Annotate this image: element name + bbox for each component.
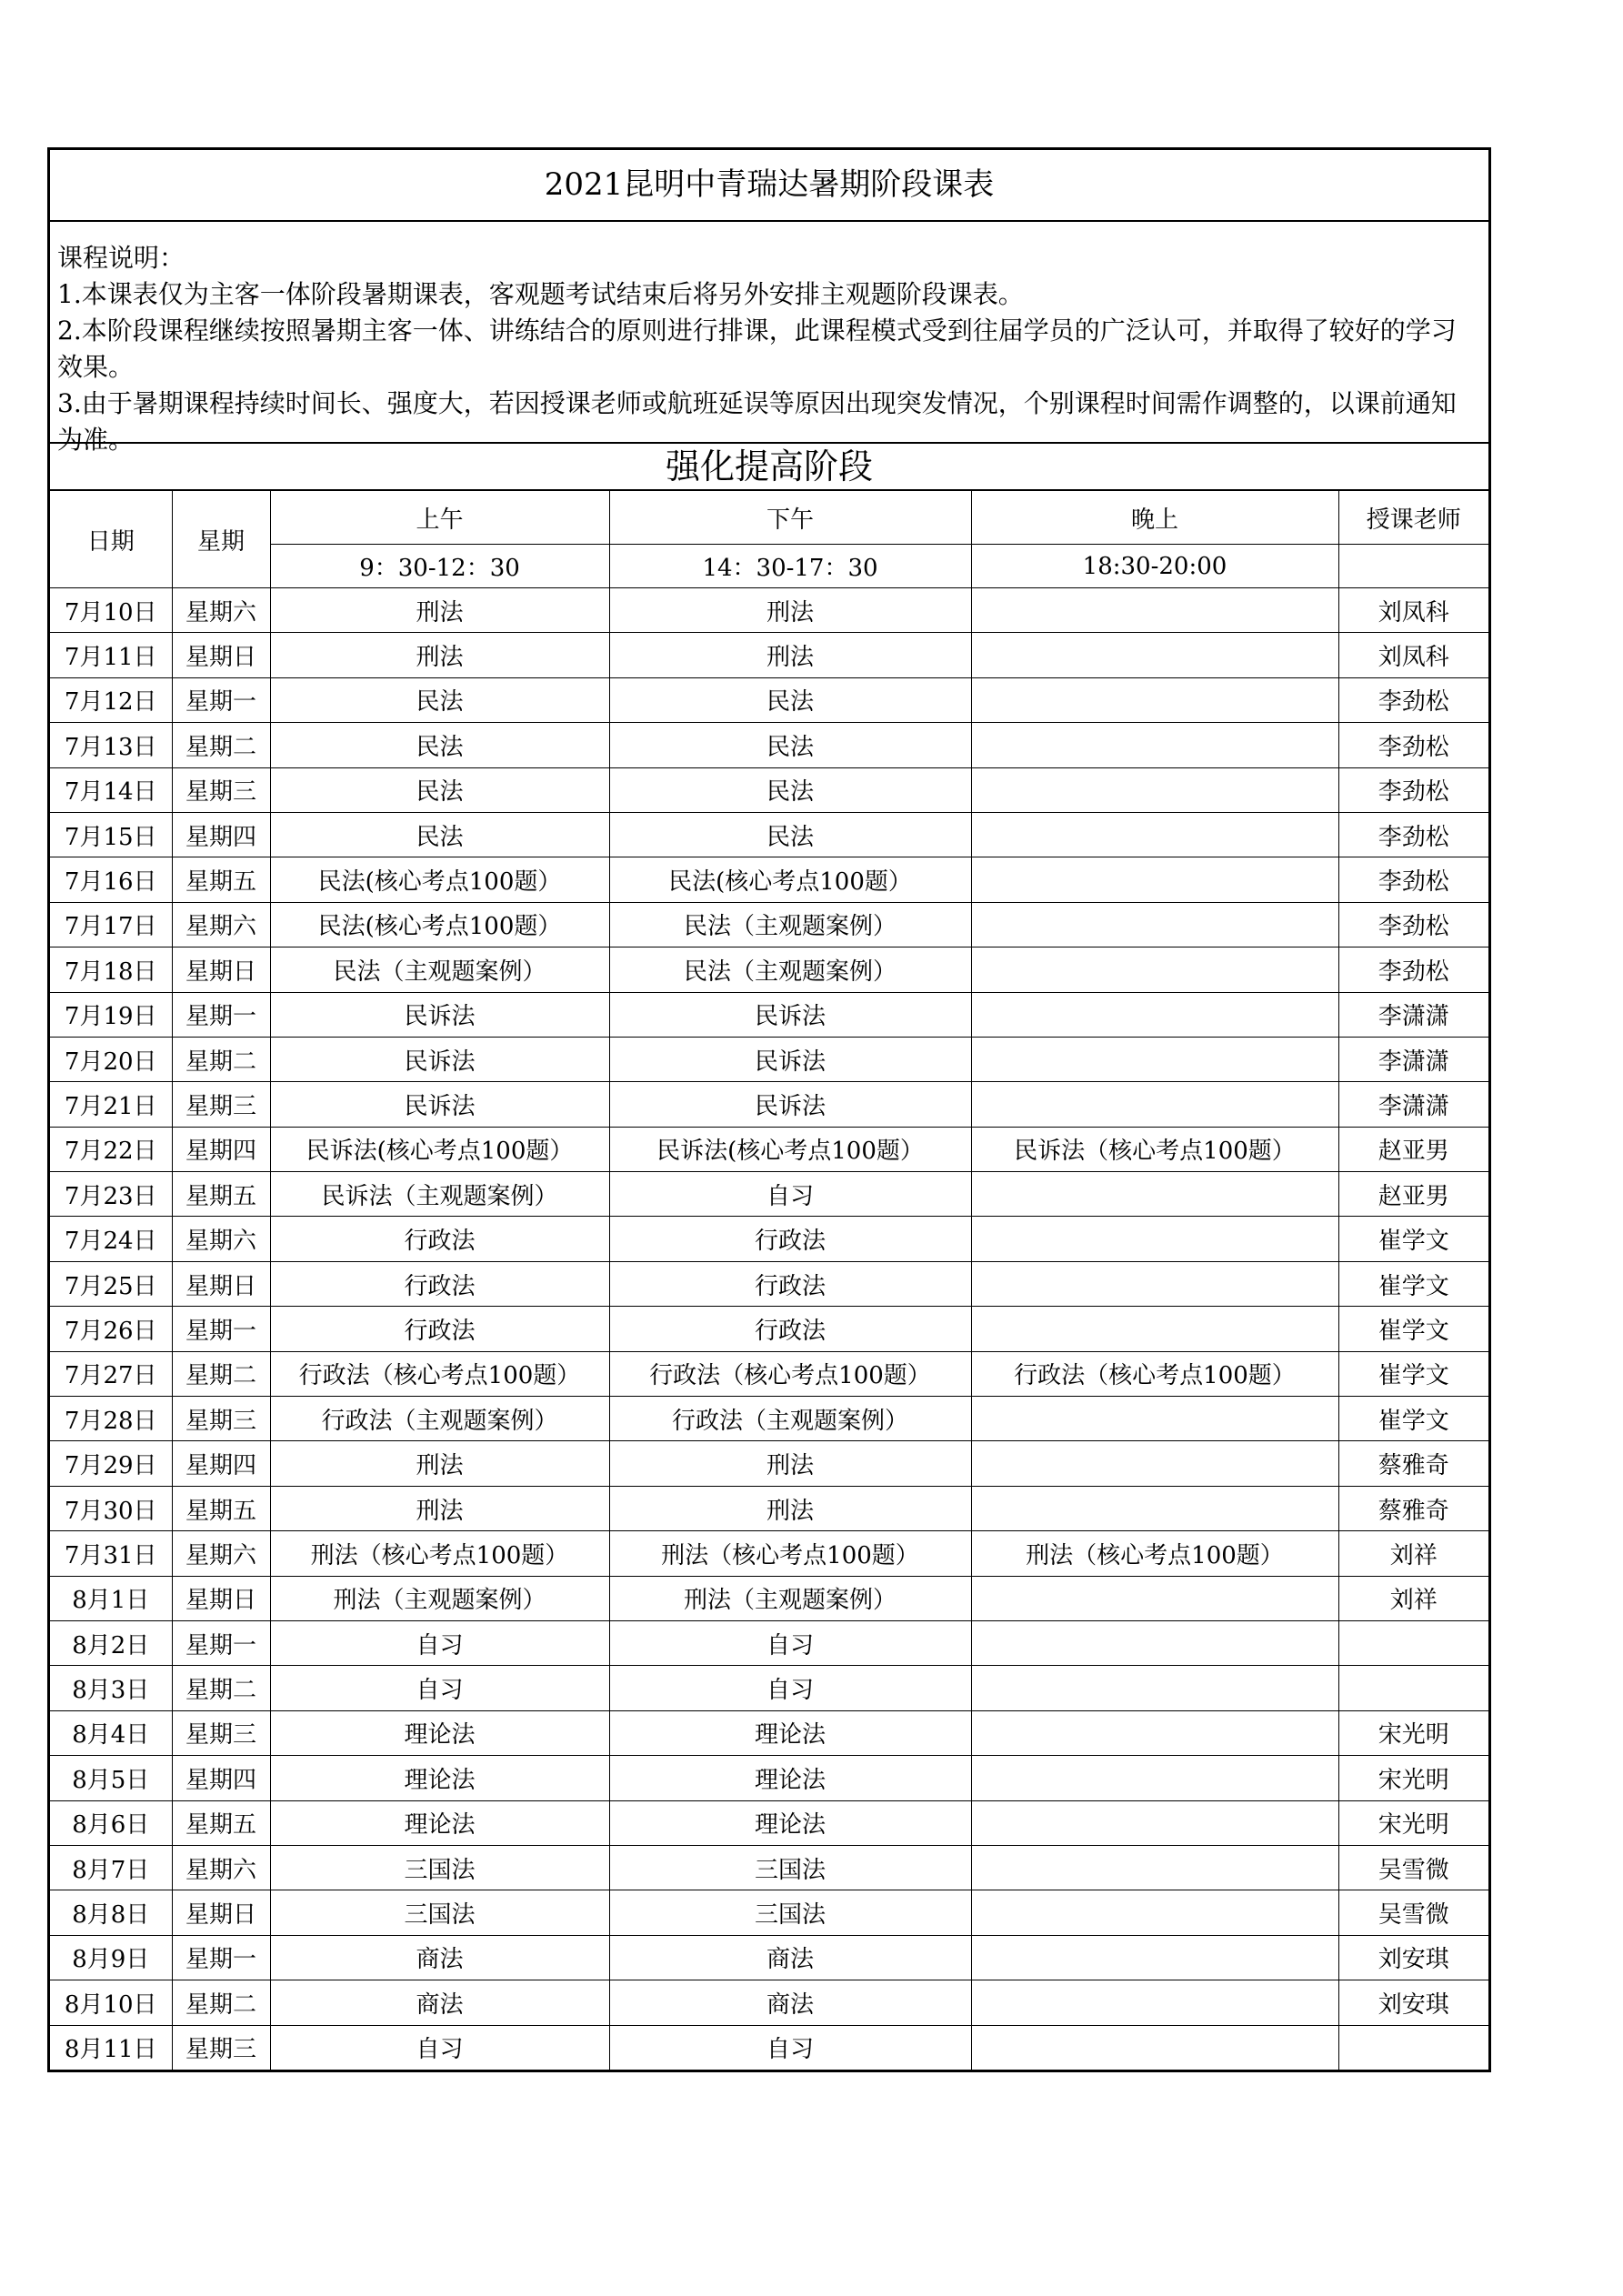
table-row (50, 1531, 1488, 1576)
cell-weekday: 星期五 (172, 1172, 270, 1217)
cell-morning: 商法 (270, 1980, 609, 2025)
cell-date: 7月19日 (50, 992, 172, 1037)
cell-morning: 民诉法(核心考点100题） (270, 1127, 609, 1171)
cell-afternoon: 自习 (609, 2025, 971, 2070)
table-row (50, 2025, 1488, 2070)
cell-date: 8月11日 (50, 2025, 172, 2070)
stage-title: 强化提高阶段 (50, 444, 1488, 491)
cell-morning: 行政法（核心考点100题） (270, 1351, 609, 1396)
cell-date: 7月24日 (50, 1217, 172, 1261)
cell-date: 7月25日 (50, 1261, 172, 1306)
cell-weekday: 星期三 (172, 767, 270, 812)
cell-morning: 民法 (270, 677, 609, 722)
cell-morning: 商法 (270, 1935, 609, 1980)
schedule-table (50, 491, 1488, 2070)
cell-afternoon: 理论法 (609, 1756, 971, 1800)
cell-date: 7月18日 (50, 947, 172, 992)
cell-evening: 刑法（核心考点100题） (971, 1531, 1338, 1576)
table-row (50, 1217, 1488, 1261)
cell-evening (971, 1980, 1338, 2025)
cell-date: 7月31日 (50, 1531, 172, 1576)
table-row (50, 947, 1488, 992)
cell-afternoon: 刑法（主观题案例） (609, 1576, 971, 1620)
cell-evening (971, 947, 1338, 992)
header-afternoon: 下午 (609, 491, 971, 545)
cell-morning: 民诉法（主观题案例） (270, 1172, 609, 1217)
cell-weekday: 星期六 (172, 1845, 270, 1890)
table-row (50, 902, 1488, 947)
cell-morning: 刑法 (270, 633, 609, 677)
cell-weekday: 星期二 (172, 1666, 270, 1710)
cell-weekday: 星期日 (172, 633, 270, 677)
table-row (50, 1980, 1488, 2025)
cell-date: 7月13日 (50, 723, 172, 767)
cell-teacher: 刘安琪 (1338, 1935, 1488, 1980)
cell-date: 8月9日 (50, 1935, 172, 1980)
cell-evening (971, 1486, 1338, 1530)
header-date: 日期 (50, 491, 172, 588)
cell-evening (971, 1261, 1338, 1306)
cell-teacher: 宋光明 (1338, 1756, 1488, 1800)
table-row (50, 1307, 1488, 1351)
cell-morning: 民诉法 (270, 1037, 609, 1081)
cell-date: 8月4日 (50, 1710, 172, 1755)
cell-weekday: 星期一 (172, 1307, 270, 1351)
table-row (50, 857, 1488, 902)
cell-weekday: 星期三 (172, 1710, 270, 1755)
cell-teacher (1338, 1620, 1488, 1665)
cell-weekday: 星期一 (172, 1620, 270, 1665)
cell-evening (971, 723, 1338, 767)
table-row (50, 1486, 1488, 1530)
cell-afternoon: 民诉法 (609, 1037, 971, 1081)
cell-evening (971, 1082, 1338, 1127)
table-row (50, 723, 1488, 767)
cell-teacher: 刘祥 (1338, 1576, 1488, 1620)
cell-afternoon: 理论法 (609, 1800, 971, 1845)
cell-weekday: 星期日 (172, 947, 270, 992)
cell-afternoon: 民诉法 (609, 992, 971, 1037)
note-item: 1.本课表仅为主客一体阶段暑期课表，客观题考试结束后将另外安排主观题阶段课表。 (57, 279, 1024, 309)
header-afternoon-time: 14：30-17：30 (609, 545, 971, 588)
cell-date: 7月26日 (50, 1307, 172, 1351)
cell-evening (971, 767, 1338, 812)
cell-afternoon: 民法 (609, 812, 971, 857)
cell-weekday: 星期三 (172, 1397, 270, 1441)
table-row (50, 1935, 1488, 1980)
table-row (50, 1845, 1488, 1890)
cell-weekday: 星期一 (172, 992, 270, 1037)
table-row (50, 1397, 1488, 1441)
cell-afternoon: 刑法 (609, 633, 971, 677)
cell-afternoon: 民法 (609, 767, 971, 812)
table-row (50, 1351, 1488, 1396)
table-row (50, 1890, 1488, 1935)
cell-evening (971, 1845, 1338, 1890)
cell-date: 7月11日 (50, 633, 172, 677)
cell-teacher: 李潇潇 (1338, 1082, 1488, 1127)
table-row (50, 677, 1488, 722)
cell-afternoon: 民法 (609, 723, 971, 767)
cell-teacher: 刘凤科 (1338, 588, 1488, 633)
cell-afternoon: 自习 (609, 1172, 971, 1217)
header-row (50, 491, 1488, 545)
cell-evening (971, 1576, 1338, 1620)
cell-afternoon: 民法(核心考点100题） (609, 857, 971, 902)
cell-teacher: 宋光明 (1338, 1710, 1488, 1755)
table-row (50, 1666, 1488, 1710)
cell-afternoon: 理论法 (609, 1710, 971, 1755)
cell-date: 8月1日 (50, 1576, 172, 1620)
cell-morning: 刑法（核心考点100题） (270, 1531, 609, 1576)
cell-teacher (1338, 2025, 1488, 2070)
cell-teacher: 崔学文 (1338, 1261, 1488, 1306)
cell-morning: 民法(核心考点100题） (270, 902, 609, 947)
cell-morning: 行政法 (270, 1261, 609, 1306)
table-row (50, 1127, 1488, 1171)
notes-heading: 课程说明： (57, 243, 185, 273)
table-row (50, 1082, 1488, 1127)
cell-afternoon: 自习 (609, 1620, 971, 1665)
cell-evening (971, 1172, 1338, 1217)
cell-weekday: 星期二 (172, 1980, 270, 2025)
cell-teacher: 赵亚男 (1338, 1172, 1488, 1217)
cell-teacher: 李劲松 (1338, 902, 1488, 947)
cell-weekday: 星期二 (172, 1351, 270, 1396)
cell-weekday: 星期三 (172, 1082, 270, 1127)
note-item: 3.由于暑期课程持续时间长、强度大，若因授课老师或航班延误等原因出现突发情况，个别课程时间需作调整的，以课前通知为准。 (57, 388, 1457, 455)
cell-date: 7月12日 (50, 677, 172, 722)
cell-afternoon: 民诉法(核心考点100题） (609, 1127, 971, 1171)
cell-afternoon: 行政法 (609, 1307, 971, 1351)
cell-weekday: 星期六 (172, 1217, 270, 1261)
cell-weekday: 星期五 (172, 857, 270, 902)
cell-morning: 三国法 (270, 1845, 609, 1890)
cell-date: 8月6日 (50, 1800, 172, 1845)
cell-evening (971, 1890, 1338, 1935)
cell-morning: 行政法 (270, 1217, 609, 1261)
table-row (50, 812, 1488, 857)
cell-evening (971, 1710, 1338, 1755)
cell-evening (971, 1666, 1338, 1710)
cell-evening (971, 633, 1338, 677)
cell-morning: 民法 (270, 812, 609, 857)
cell-weekday: 星期日 (172, 1261, 270, 1306)
table-row (50, 767, 1488, 812)
cell-date: 7月16日 (50, 857, 172, 902)
cell-teacher: 宋光明 (1338, 1800, 1488, 1845)
cell-evening (971, 677, 1338, 722)
table-row (50, 992, 1488, 1037)
cell-afternoon: 民法（主观题案例） (609, 947, 971, 992)
cell-date: 7月20日 (50, 1037, 172, 1081)
cell-weekday: 星期四 (172, 1441, 270, 1486)
cell-date: 7月27日 (50, 1351, 172, 1396)
cell-teacher: 吴雪微 (1338, 1845, 1488, 1890)
table-row (50, 1441, 1488, 1486)
header-evening-time: 18:30-20:00 (971, 545, 1338, 588)
cell-date: 7月10日 (50, 588, 172, 633)
cell-date: 7月14日 (50, 767, 172, 812)
cell-teacher: 李劲松 (1338, 677, 1488, 722)
cell-morning: 民法 (270, 767, 609, 812)
cell-date: 7月17日 (50, 902, 172, 947)
cell-weekday: 星期三 (172, 2025, 270, 2070)
header-teacher-blank (1338, 545, 1488, 588)
header-teacher: 授课老师 (1338, 491, 1488, 545)
cell-weekday: 星期六 (172, 902, 270, 947)
cell-date: 8月5日 (50, 1756, 172, 1800)
cell-date: 7月21日 (50, 1082, 172, 1127)
cell-evening (971, 1217, 1338, 1261)
cell-teacher: 蔡雅奇 (1338, 1441, 1488, 1486)
cell-date: 8月2日 (50, 1620, 172, 1665)
cell-morning: 理论法 (270, 1756, 609, 1800)
cell-evening (971, 812, 1338, 857)
cell-teacher: 李劲松 (1338, 812, 1488, 857)
cell-teacher: 崔学文 (1338, 1351, 1488, 1396)
cell-morning: 刑法 (270, 1486, 609, 1530)
cell-date: 8月3日 (50, 1666, 172, 1710)
cell-evening (971, 1756, 1338, 1800)
table-row (50, 1756, 1488, 1800)
cell-evening (971, 857, 1338, 902)
cell-evening (971, 1397, 1338, 1441)
cell-weekday: 星期四 (172, 1127, 270, 1171)
cell-afternoon: 刑法（核心考点100题） (609, 1531, 971, 1576)
table-row (50, 1261, 1488, 1306)
cell-morning: 刑法 (270, 588, 609, 633)
cell-teacher: 崔学文 (1338, 1397, 1488, 1441)
cell-evening (971, 1800, 1338, 1845)
cell-morning: 理论法 (270, 1710, 609, 1755)
table-row (50, 1576, 1488, 1620)
cell-teacher: 吴雪微 (1338, 1890, 1488, 1935)
cell-morning: 自习 (270, 1666, 609, 1710)
cell-afternoon: 民法 (609, 677, 971, 722)
cell-weekday: 星期四 (172, 1756, 270, 1800)
cell-afternoon: 行政法（核心考点100题） (609, 1351, 971, 1396)
cell-teacher: 李潇潇 (1338, 1037, 1488, 1081)
note-item: 2.本阶段课程继续按照暑期主客一体、讲练结合的原则进行排课，此课程模式受到往届学员的广泛认可，并取得了较好的学习效果。 (57, 316, 1457, 382)
table-row (50, 588, 1488, 633)
cell-teacher: 李潇潇 (1338, 992, 1488, 1037)
table-row (50, 1800, 1488, 1845)
cell-weekday: 星期六 (172, 1531, 270, 1576)
cell-teacher: 崔学文 (1338, 1217, 1488, 1261)
cell-date: 7月30日 (50, 1486, 172, 1530)
cell-morning: 自习 (270, 2025, 609, 2070)
table-row (50, 1710, 1488, 1755)
cell-morning: 民法 (270, 723, 609, 767)
cell-evening (971, 1037, 1338, 1081)
cell-evening (971, 1620, 1338, 1665)
schedule-sheet (47, 147, 1491, 2072)
cell-date: 7月15日 (50, 812, 172, 857)
cell-morning: 刑法 (270, 1441, 609, 1486)
cell-teacher: 李劲松 (1338, 857, 1488, 902)
cell-morning: 刑法（主观题案例） (270, 1576, 609, 1620)
cell-weekday: 星期一 (172, 1935, 270, 1980)
cell-evening: 民诉法（核心考点100题） (971, 1127, 1338, 1171)
cell-afternoon: 商法 (609, 1935, 971, 1980)
cell-weekday: 星期五 (172, 1486, 270, 1530)
cell-afternoon: 自习 (609, 1666, 971, 1710)
cell-morning: 自习 (270, 1620, 609, 1665)
cell-morning: 三国法 (270, 1890, 609, 1935)
cell-afternoon: 行政法 (609, 1261, 971, 1306)
cell-date: 7月28日 (50, 1397, 172, 1441)
cell-weekday: 星期日 (172, 1890, 270, 1935)
cell-morning: 民法（主观题案例） (270, 947, 609, 992)
cell-weekday: 星期日 (172, 1576, 270, 1620)
cell-weekday: 星期一 (172, 677, 270, 722)
cell-date: 7月22日 (50, 1127, 172, 1171)
header-weekday: 星期 (172, 491, 270, 588)
page-title: 2021昆明中青瑞达暑期阶段课表 (50, 150, 1488, 222)
cell-date: 7月29日 (50, 1441, 172, 1486)
cell-morning: 行政法（主观题案例） (270, 1397, 609, 1441)
cell-teacher: 李劲松 (1338, 767, 1488, 812)
cell-date: 7月23日 (50, 1172, 172, 1217)
header-morning: 上午 (270, 491, 609, 545)
table-row (50, 1037, 1488, 1081)
cell-weekday: 星期五 (172, 1800, 270, 1845)
cell-evening (971, 2025, 1338, 2070)
cell-afternoon: 刑法 (609, 588, 971, 633)
cell-teacher: 赵亚男 (1338, 1127, 1488, 1171)
header-morning-time: 9：30-12：30 (270, 545, 609, 588)
cell-date: 8月8日 (50, 1890, 172, 1935)
cell-afternoon: 刑法 (609, 1441, 971, 1486)
cell-weekday: 星期二 (172, 1037, 270, 1081)
cell-evening (971, 1935, 1338, 1980)
cell-evening (971, 588, 1338, 633)
cell-afternoon: 行政法 (609, 1217, 971, 1261)
cell-teacher: 李劲松 (1338, 947, 1488, 992)
cell-afternoon: 民诉法 (609, 1082, 971, 1127)
cell-afternoon: 三国法 (609, 1845, 971, 1890)
cell-afternoon: 行政法（主观题案例） (609, 1397, 971, 1441)
cell-afternoon: 三国法 (609, 1890, 971, 1935)
course-notes (50, 222, 1488, 455)
table-row (50, 633, 1488, 677)
cell-date: 8月10日 (50, 1980, 172, 2025)
table-row (50, 1620, 1488, 1665)
cell-weekday: 星期二 (172, 723, 270, 767)
cell-afternoon: 刑法 (609, 1486, 971, 1530)
cell-afternoon: 民法（主观题案例） (609, 902, 971, 947)
cell-weekday: 星期四 (172, 812, 270, 857)
cell-afternoon: 商法 (609, 1980, 971, 2025)
cell-teacher: 蔡雅奇 (1338, 1486, 1488, 1530)
table-row (50, 1172, 1488, 1217)
cell-teacher: 崔学文 (1338, 1307, 1488, 1351)
cell-date: 8月7日 (50, 1845, 172, 1890)
cell-morning: 民诉法 (270, 992, 609, 1037)
cell-morning: 民诉法 (270, 1082, 609, 1127)
cell-evening (971, 1307, 1338, 1351)
cell-teacher (1338, 1666, 1488, 1710)
cell-teacher: 刘祥 (1338, 1531, 1488, 1576)
cell-evening (971, 1441, 1338, 1486)
cell-teacher: 刘凤科 (1338, 633, 1488, 677)
cell-teacher: 刘安琪 (1338, 1980, 1488, 2025)
cell-evening (971, 902, 1338, 947)
cell-morning: 行政法 (270, 1307, 609, 1351)
cell-morning: 理论法 (270, 1800, 609, 1845)
cell-weekday: 星期六 (172, 588, 270, 633)
header-evening: 晚上 (971, 491, 1338, 545)
cell-morning: 民法(核心考点100题） (270, 857, 609, 902)
cell-evening (971, 992, 1338, 1037)
cell-evening: 行政法（核心考点100题） (971, 1351, 1338, 1396)
cell-teacher: 李劲松 (1338, 723, 1488, 767)
